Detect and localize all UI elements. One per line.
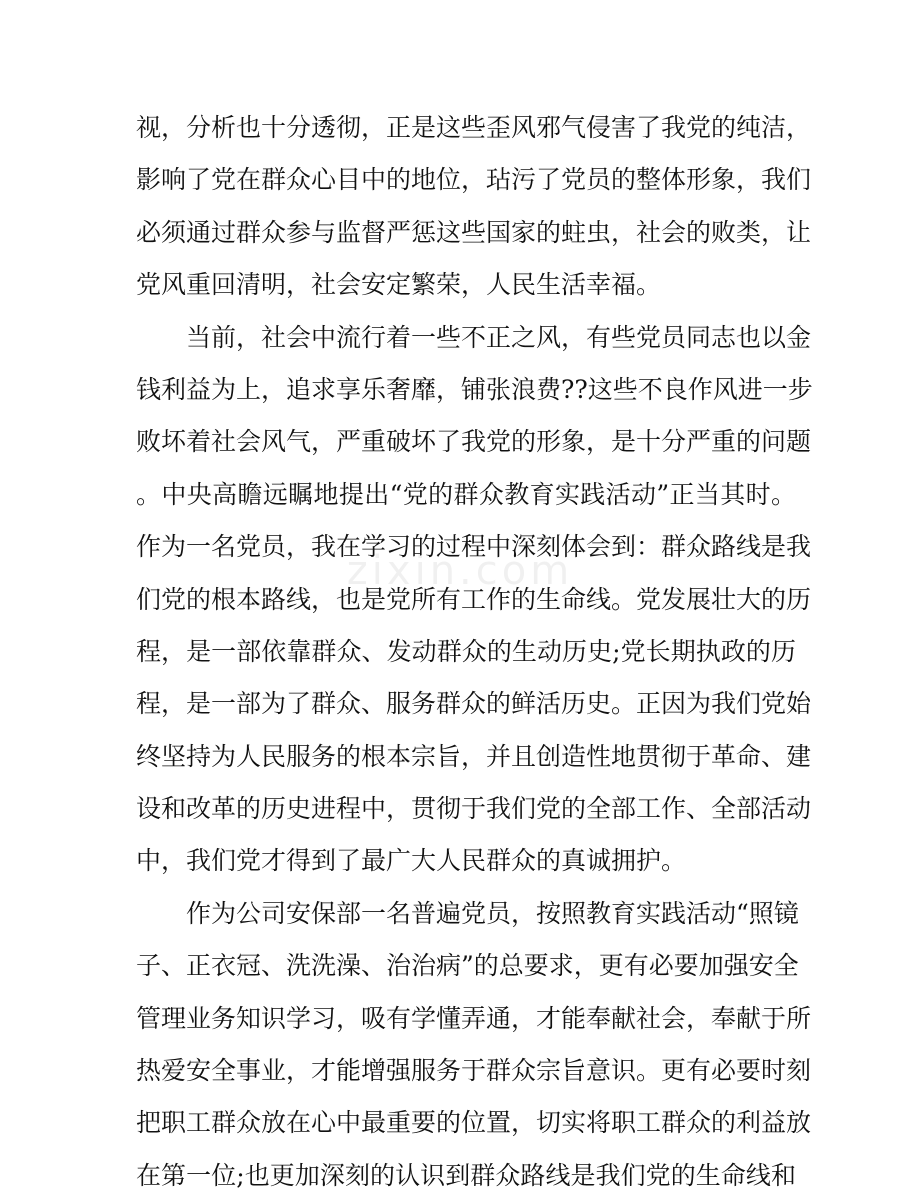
text-line: 影响了党在群众心目中的地位，玷污了党员的整体形象，我们 bbox=[136, 165, 812, 195]
text-line: 作为公司安保部一名普遍党员，按照教育实践活动“照镜 bbox=[186, 898, 799, 928]
text-line: 当前，社会中流行着一些不正之风，有些党员同志也以金 bbox=[186, 322, 812, 352]
text-line: 子、正衣冠、洗洗澡、治治病”的总要求，更有必要加强安全 bbox=[136, 951, 799, 981]
text-line: 管理业务知识学习，吸有学懂弄通，才能奉献社会，奉献于所 bbox=[136, 1003, 812, 1033]
text-line: 终坚持为人民服务的根本宗旨，并且创造性地贯彻于革命、建 bbox=[136, 741, 812, 771]
text-line: 必须通过群众参与监督严惩这些国家的蛀虫，社会的败类，让 bbox=[136, 217, 812, 247]
text-line: 设和改革的历史进程中，贯彻于我们党的全部工作、全部活动 bbox=[136, 794, 812, 824]
text-line: 在第一位;也更加深刻的认识到群众路线是我们党的生命线和 bbox=[136, 1160, 796, 1190]
text-line: 程，是一部为了群众、服务群众的鲜活历史。正因为我们党始 bbox=[136, 689, 812, 719]
text-line: 作为一名党员，我在学习的过程中深刻体会到：群众路线是我 bbox=[136, 532, 812, 562]
text-line: 们党的根本路线，也是党所有工作的生命线。党发展壮大的历 bbox=[136, 584, 812, 614]
text-line: 党风重回清明，社会安定繁荣，人民生活幸福。 bbox=[136, 270, 662, 300]
text-line: 把职工群众放在心中最重要的位置，切实将职工群众的利益放 bbox=[136, 1108, 812, 1138]
watermark: zixin.com bbox=[346, 548, 574, 594]
text-line: 热爱安全事业，才能增强服务于群众宗旨意识。更有必要时刻 bbox=[136, 1056, 812, 1086]
text-line: 中，我们党才得到了最广大人民群众的真诚拥护。 bbox=[136, 846, 687, 876]
text-line: 程，是一部依靠群众、发动群众的生动历史;党长期执政的历 bbox=[136, 636, 796, 666]
text-line: 钱利益为上，追求享乐奢靡，铺张浪费??这些不良作风进一步 bbox=[136, 374, 813, 404]
text-line: 。中央高瞻远瞩地提出“党的群众教育实践活动”正当其时。 bbox=[136, 479, 796, 509]
text-line: 败坏着社会风气，严重破坏了我党的形象，是十分严重的问题 bbox=[136, 427, 812, 457]
text-line: 视，分析也十分透彻，正是这些歪风邪气侵害了我党的纯洁， bbox=[136, 113, 812, 142]
body-text bbox=[136, 102, 813, 1202]
